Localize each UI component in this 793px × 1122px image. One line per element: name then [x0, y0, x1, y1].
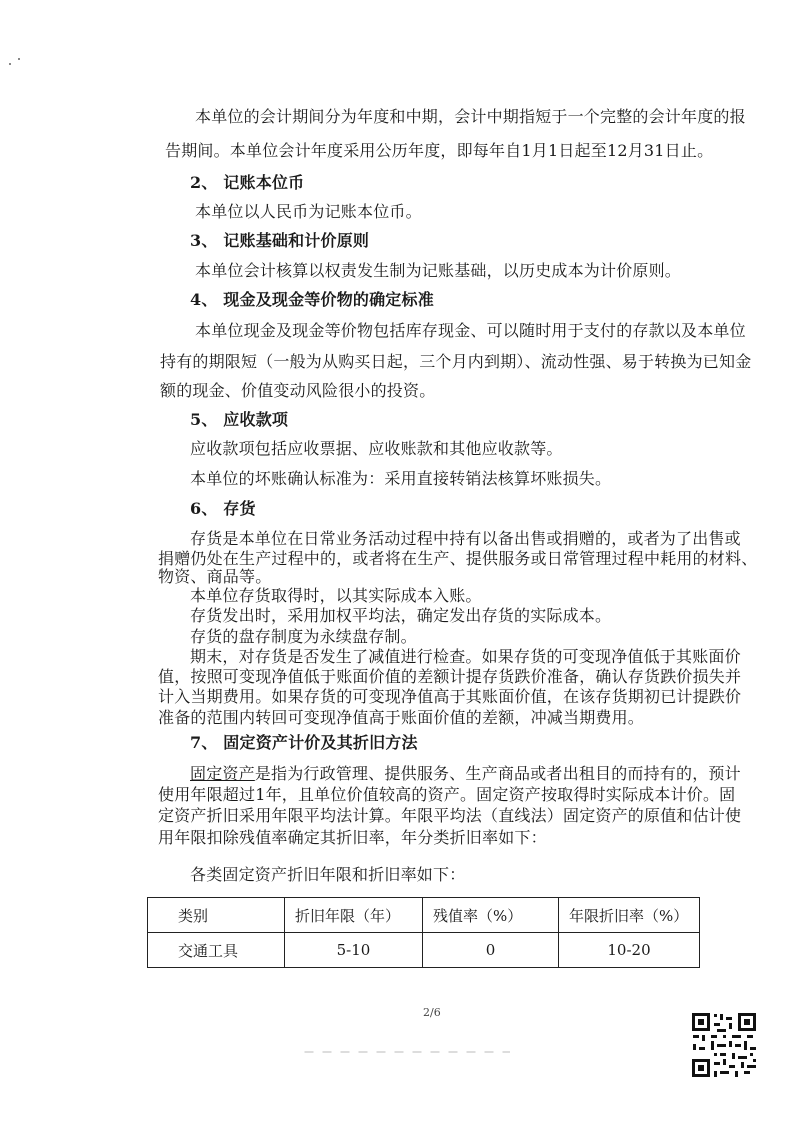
qr-code-icon [690, 1011, 758, 1079]
para-line: 期末，对存货是否发生了减值进行检查。如果存货的可变现净值低于其账面价 [190, 647, 741, 666]
para-line: 本单位存货取得时，以其实际成本入账。 [190, 586, 482, 605]
table-header-cell: 类别 [148, 898, 285, 933]
scan-speck [9, 63, 11, 65]
scan-dots [300, 1051, 510, 1053]
depreciation-table [147, 897, 700, 968]
table-header-cell: 年限折旧率（%） [559, 898, 700, 933]
para-line: 捐赠仍处在生产过程中的，或者将在生产、提供服务或日常管理过程中耗用的材料、 [158, 549, 758, 568]
para-line: 使用年限超过1年，且单位价值较高的资产。固定资产按取得时实际成本计价。固 [158, 785, 736, 804]
table-header-cell: 残值率（%） [423, 898, 559, 933]
page-number: 2/6 [423, 1006, 441, 1019]
para-line: 物资、商品等。 [158, 567, 272, 586]
para-line: 定资产折旧采用年限平均法计算。年限平均法（直线法）固定资产的原值和估计使 [158, 806, 742, 825]
section-heading: 6、 存货 [190, 499, 256, 518]
table-cell: 5-10 [285, 933, 423, 968]
table-cell: 0 [423, 933, 559, 968]
para-line [190, 764, 741, 784]
para-line: 本单位会计核算以权责发生制为记账基础，以历史成本为计价原则。 [195, 261, 682, 280]
para-line: 存货的盘存制度为永续盘存制。 [190, 627, 417, 646]
section-heading: 2、 记账本位币 [190, 173, 305, 192]
para-line: 存货发出时，采用加权平均法，确定发出存货的实际成本。 [190, 606, 612, 625]
underlined-term: 固定资产 [190, 764, 255, 783]
table-cell: 10-20 [559, 933, 700, 968]
para-line: 本单位现金及现金等价物包括库存现金、可以随时用于支付的存款以及本单位 [195, 321, 746, 340]
scan-speck [18, 58, 20, 60]
section-heading: 4、 现金及现金等价物的确定标准 [190, 290, 434, 309]
table-header-cell: 折旧年限（年） [285, 898, 423, 933]
section-heading: 3、 记账基础和计价原则 [190, 231, 370, 250]
table-row [148, 933, 700, 968]
para-line: 持有的期限短（一般为从购买日起，三个月内到期）、流动性强、易于转换为已知金 [160, 352, 752, 371]
table-cell: 交通工具 [148, 933, 285, 968]
para-line: 计入当期费用。如果存货的可变现净值高于其账面价值，在该存货期初已计提跌价 [158, 687, 742, 706]
table-caption: 各类固定资产折旧年限和折旧率如下： [190, 865, 466, 884]
para-line: 应收款项包括应收票据、应收账款和其他应收款等。 [190, 439, 563, 458]
para-text: 是指为行政管理、提供服务、生产商品或者出租目的而持有的，预计 [254, 764, 741, 783]
para-line: 准备的范围内转回可变现净值高于账面价值的差额，冲减当期费用。 [158, 708, 645, 727]
para-line: 用年限扣除残值率确定其折旧率，年分类折旧率如下： [158, 828, 547, 847]
para-line: 本单位以人民币为记账本位币。 [195, 202, 422, 221]
section-heading: 7、 固定资产计价及其折旧方法 [190, 733, 418, 752]
para-line: 额的现金、价值变动风险很小的投资。 [160, 381, 436, 400]
para-line: 本单位的会计期间分为年度和中期，会计中期指短于一个完整的会计年度的报 [195, 107, 746, 126]
para-line: 存货是本单位在日常业务活动过程中持有以备出售或捐赠的，或者为了出售或 [190, 529, 741, 548]
section-heading: 5、 应收款项 [190, 410, 289, 429]
para-line: 本单位的坏账确认标准为：采用直接转销法核算坏账损失。 [190, 469, 612, 488]
table-header-row [148, 898, 700, 933]
para-line: 值，按照可变现净值低于账面价值的差额计提存货跌价准备，确认存货跌价损失并 [158, 667, 742, 686]
para-line: 告期间。本单位会计年度采用公历年度，即每年自1月1日起至12月31日止。 [165, 141, 714, 160]
